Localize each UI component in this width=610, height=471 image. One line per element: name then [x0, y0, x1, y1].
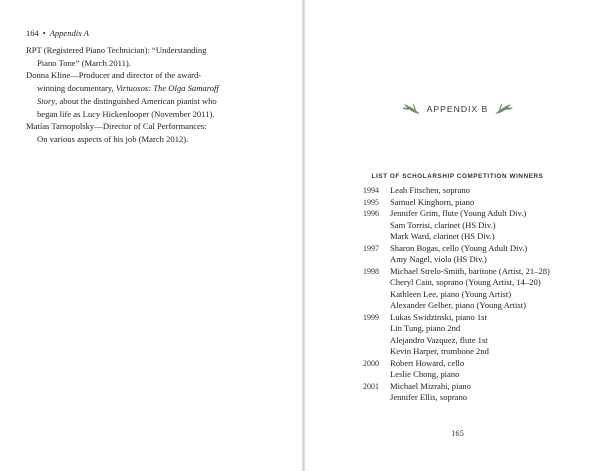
winner-year: 1994: [363, 186, 379, 195]
running-head-separator: •: [42, 28, 46, 38]
entry-text: , about the distinguished American pianist who: [55, 95, 217, 106]
winner-year: 1995: [363, 197, 379, 207]
winner-row: [363, 197, 603, 209]
winner-name: Michael Strelo-Smith, baritone (Artist, 21–28): [390, 265, 550, 276]
winners-list: [363, 185, 603, 404]
entry-text: Piano Tone” (March 2011).: [37, 57, 131, 68]
entry-line: [26, 44, 286, 57]
entry-text: winning documentary,: [37, 83, 116, 94]
right-leaf-ornament-icon: [494, 102, 514, 116]
interview-entry: [26, 44, 286, 69]
italic-title-text: Story: [37, 95, 56, 106]
winner-name: Lin Tung, piano 2nd: [390, 323, 461, 333]
appendix-title: APPENDIX B: [426, 103, 489, 114]
left-page-number: 164: [26, 28, 39, 38]
winner-year: 2001: [363, 381, 379, 391]
winner-row: [363, 231, 603, 243]
entry-text: RPT (Registered Piano Technician): “Understanding: [26, 45, 207, 55]
winner-row: [363, 381, 603, 393]
interview-entries: [26, 44, 286, 146]
winner-name: Sharon Bogas, cello (Young Adult Div.): [390, 242, 528, 253]
entry-text: began life as Lucy Hickenlooper (November 2011).: [37, 108, 215, 119]
appendix-heading: [305, 100, 610, 118]
entry-line: [26, 82, 286, 95]
winner-row: [363, 185, 603, 197]
entry-line: [26, 57, 286, 70]
entry-line: [26, 95, 286, 108]
entry-line: [26, 120, 286, 133]
entry-text: Donna Kline—Producer and director of the award-: [26, 70, 202, 81]
left-leaf-ornament-icon: [401, 102, 421, 116]
winner-row: [363, 346, 603, 358]
winner-row: [363, 289, 603, 301]
winner-name: Sam Torrisi, clarinet (HS Div.): [390, 219, 496, 230]
winner-year: 1999: [363, 312, 379, 322]
winner-name: Jennifer Grim, flute (Young Adult Div.): [390, 208, 527, 218]
winner-name: Amy Nagel, viola (HS Div.): [390, 254, 487, 264]
winner-name: Lukas Swidzinski, piano 1st: [390, 311, 487, 322]
winner-row: [363, 266, 603, 278]
entry-text: Matías Tarnopolsky—Director of Cal Performances:: [26, 121, 207, 132]
winner-name: Kathleen Lee, piano (Young Artist): [390, 288, 512, 299]
right-page: [305, 0, 610, 471]
winner-row: [363, 300, 603, 312]
winner-row: [363, 369, 603, 381]
winner-year: 2000: [363, 358, 379, 368]
winner-name: Leah Fitschen, soprano: [390, 185, 470, 195]
interview-entry: [26, 69, 286, 120]
entry-line: [26, 69, 286, 82]
winner-name: Alexander Gelber, piano (Young Artist): [390, 300, 527, 310]
winner-name: Leslie Chong, piano: [390, 369, 460, 379]
winner-row: [363, 392, 603, 404]
winner-row: [363, 323, 603, 335]
left-page: [0, 0, 303, 471]
running-head-section: Appendix A: [49, 28, 89, 38]
winner-year: 1998: [363, 266, 379, 276]
winner-name: Jennifer Ellis, soprano: [390, 392, 468, 402]
winner-row: [363, 220, 603, 232]
list-title: LIST OF SCHOLARSHIP COMPETITION WINNERS: [371, 173, 544, 180]
winner-row: [363, 254, 603, 266]
interview-entry: [26, 120, 286, 145]
running-head: [26, 28, 89, 38]
winner-name: Alejandro Vazquez, flute 1st: [390, 334, 488, 345]
winner-row: [363, 277, 603, 289]
winner-row: [363, 243, 603, 255]
winner-year: 1997: [363, 243, 379, 253]
winner-year: 1996: [363, 209, 379, 218]
entry-line: [26, 108, 286, 121]
italic-title-text: Virtuosos: The Olga Samaroff: [115, 83, 219, 94]
winner-row: [363, 335, 603, 347]
winner-name: Cheryl Cain, soprano (Young Artist, 14–20): [390, 277, 541, 287]
winner-name: Samuel Kinghorn, piano: [390, 196, 475, 207]
right-page-number: 165: [451, 428, 464, 438]
winner-row: [363, 208, 603, 220]
winner-name: Michael Mizrahi, piano: [390, 380, 471, 391]
winner-row: [363, 358, 603, 370]
winner-name: Robert Howard, cello: [390, 357, 465, 368]
winner-name: Mark Ward, clarinet (HS Div.): [390, 231, 495, 241]
winner-row: [363, 312, 603, 324]
entry-text: On various aspects of his job (March 2012).: [37, 133, 189, 144]
winner-name: Kevin Harper, trombone 2nd: [390, 346, 489, 356]
entry-line: [26, 133, 286, 146]
